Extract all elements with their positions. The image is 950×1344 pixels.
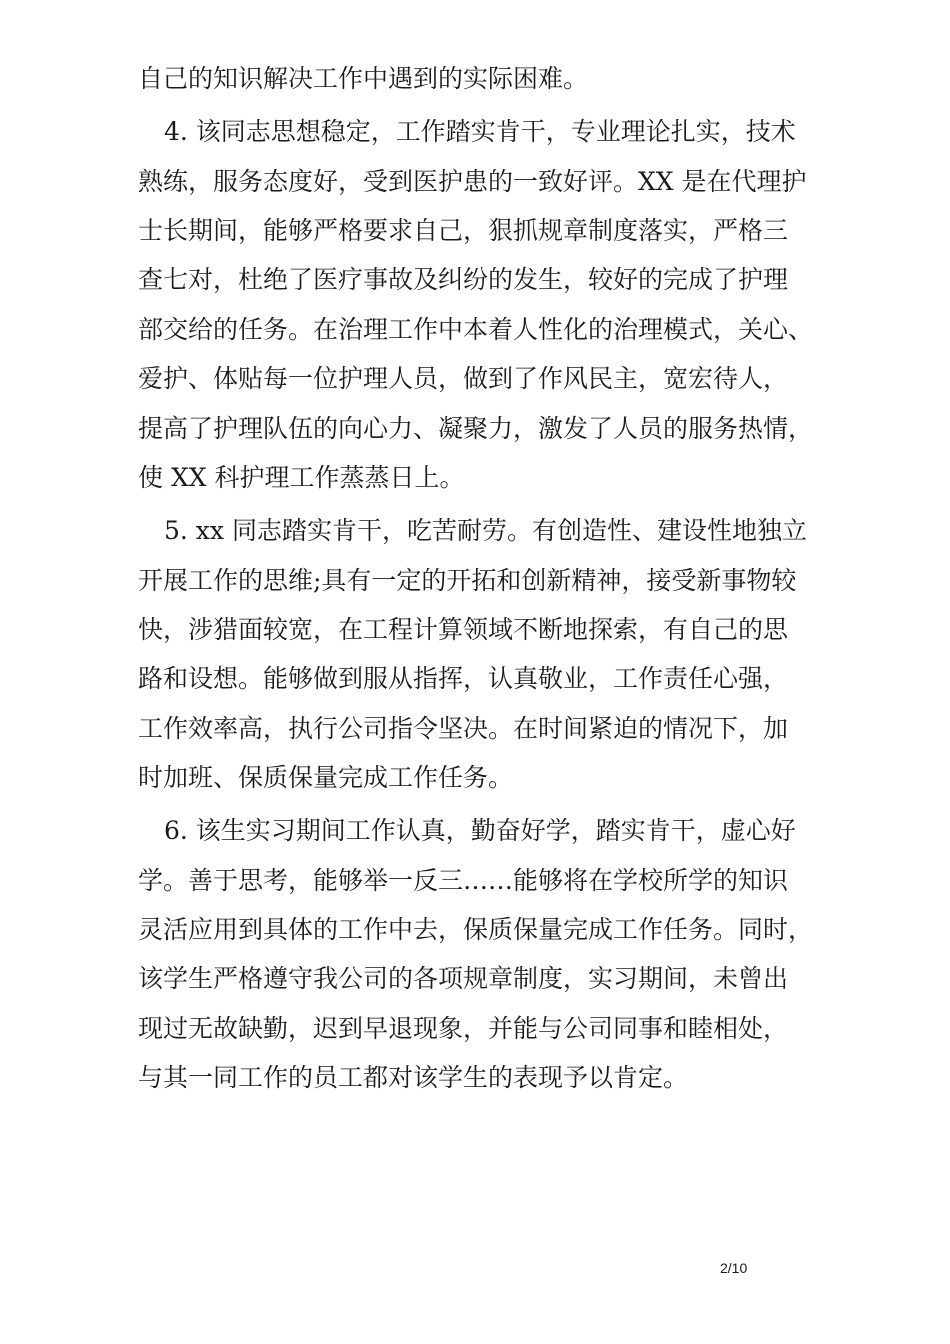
paragraph-5-first-line: 5. xx 同志踏实肯干，吃苦耐劳。有创造性、建设性地独立 — [164, 516, 807, 545]
text-line: 查七对，杜绝了医疗事故及纠纷的发生，较好的完成了护理 — [138, 265, 789, 294]
text-line: 部交给的任务。在治理工作中本着人性化的治理模式，关心、 — [138, 315, 814, 344]
page-number: 2/10 — [720, 1260, 748, 1276]
text-line: 提高了护理队伍的向心力、凝聚力，激发了人员的服务热情， — [138, 414, 814, 443]
text-line: 熟练，服务态度好，受到医护患的一致好评。XX 是在代理护 — [138, 167, 807, 196]
text-line: 时加班、保质保量完成工作任务。 — [138, 763, 514, 792]
text-line: 士长期间，能够严格要求自己，狠抓规章制度落实，严格三 — [138, 216, 789, 245]
text-line: 快，涉猎面较宽，在工程计算领域不断地探索，有自己的思 — [138, 615, 789, 644]
paragraph-4-first-line: 4. 该同志思想稳定，工作踏实肯干，专业理论扎实，技术 — [164, 117, 796, 146]
paragraph-6-first-line: 6. 该生实习期间工作认真，勤奋好学，踏实肯干，虚心好 — [164, 816, 796, 845]
text-line: 工作效率高，执行公司指令坚决。在时间紧迫的情况下，加 — [138, 714, 789, 743]
text-line: 开展工作的思维;具有一定的开拓和创新精神，接受新事物较 — [138, 566, 797, 595]
text-line: 自己的知识解决工作中遇到的实际困难。 — [138, 64, 589, 93]
text-line: 灵活应用到具体的工作中去，保质保量完成工作任务。同时， — [138, 915, 814, 944]
text-line: 现过无故缺勤，迟到早退现象，并能与公司同事和睦相处， — [138, 1014, 789, 1043]
text-line: 学。善于思考，能够举一反三……能够将在学校所学的知识 — [138, 866, 789, 895]
text-line: 与其一同工作的员工都对该学生的表现予以肯定。 — [138, 1063, 689, 1092]
text-line: 路和设想。能够做到服从指挥，认真敬业，工作责任心强， — [138, 664, 789, 693]
text-line: 爱护、体贴每一位护理人员，做到了作风民主，宽宏待人， — [138, 364, 789, 393]
text-line: 该学生严格遵守我公司的各项规章制度，实习期间，未曾出 — [138, 964, 789, 993]
text-line: 使 XX 科护理工作蒸蒸日上。 — [138, 463, 465, 492]
